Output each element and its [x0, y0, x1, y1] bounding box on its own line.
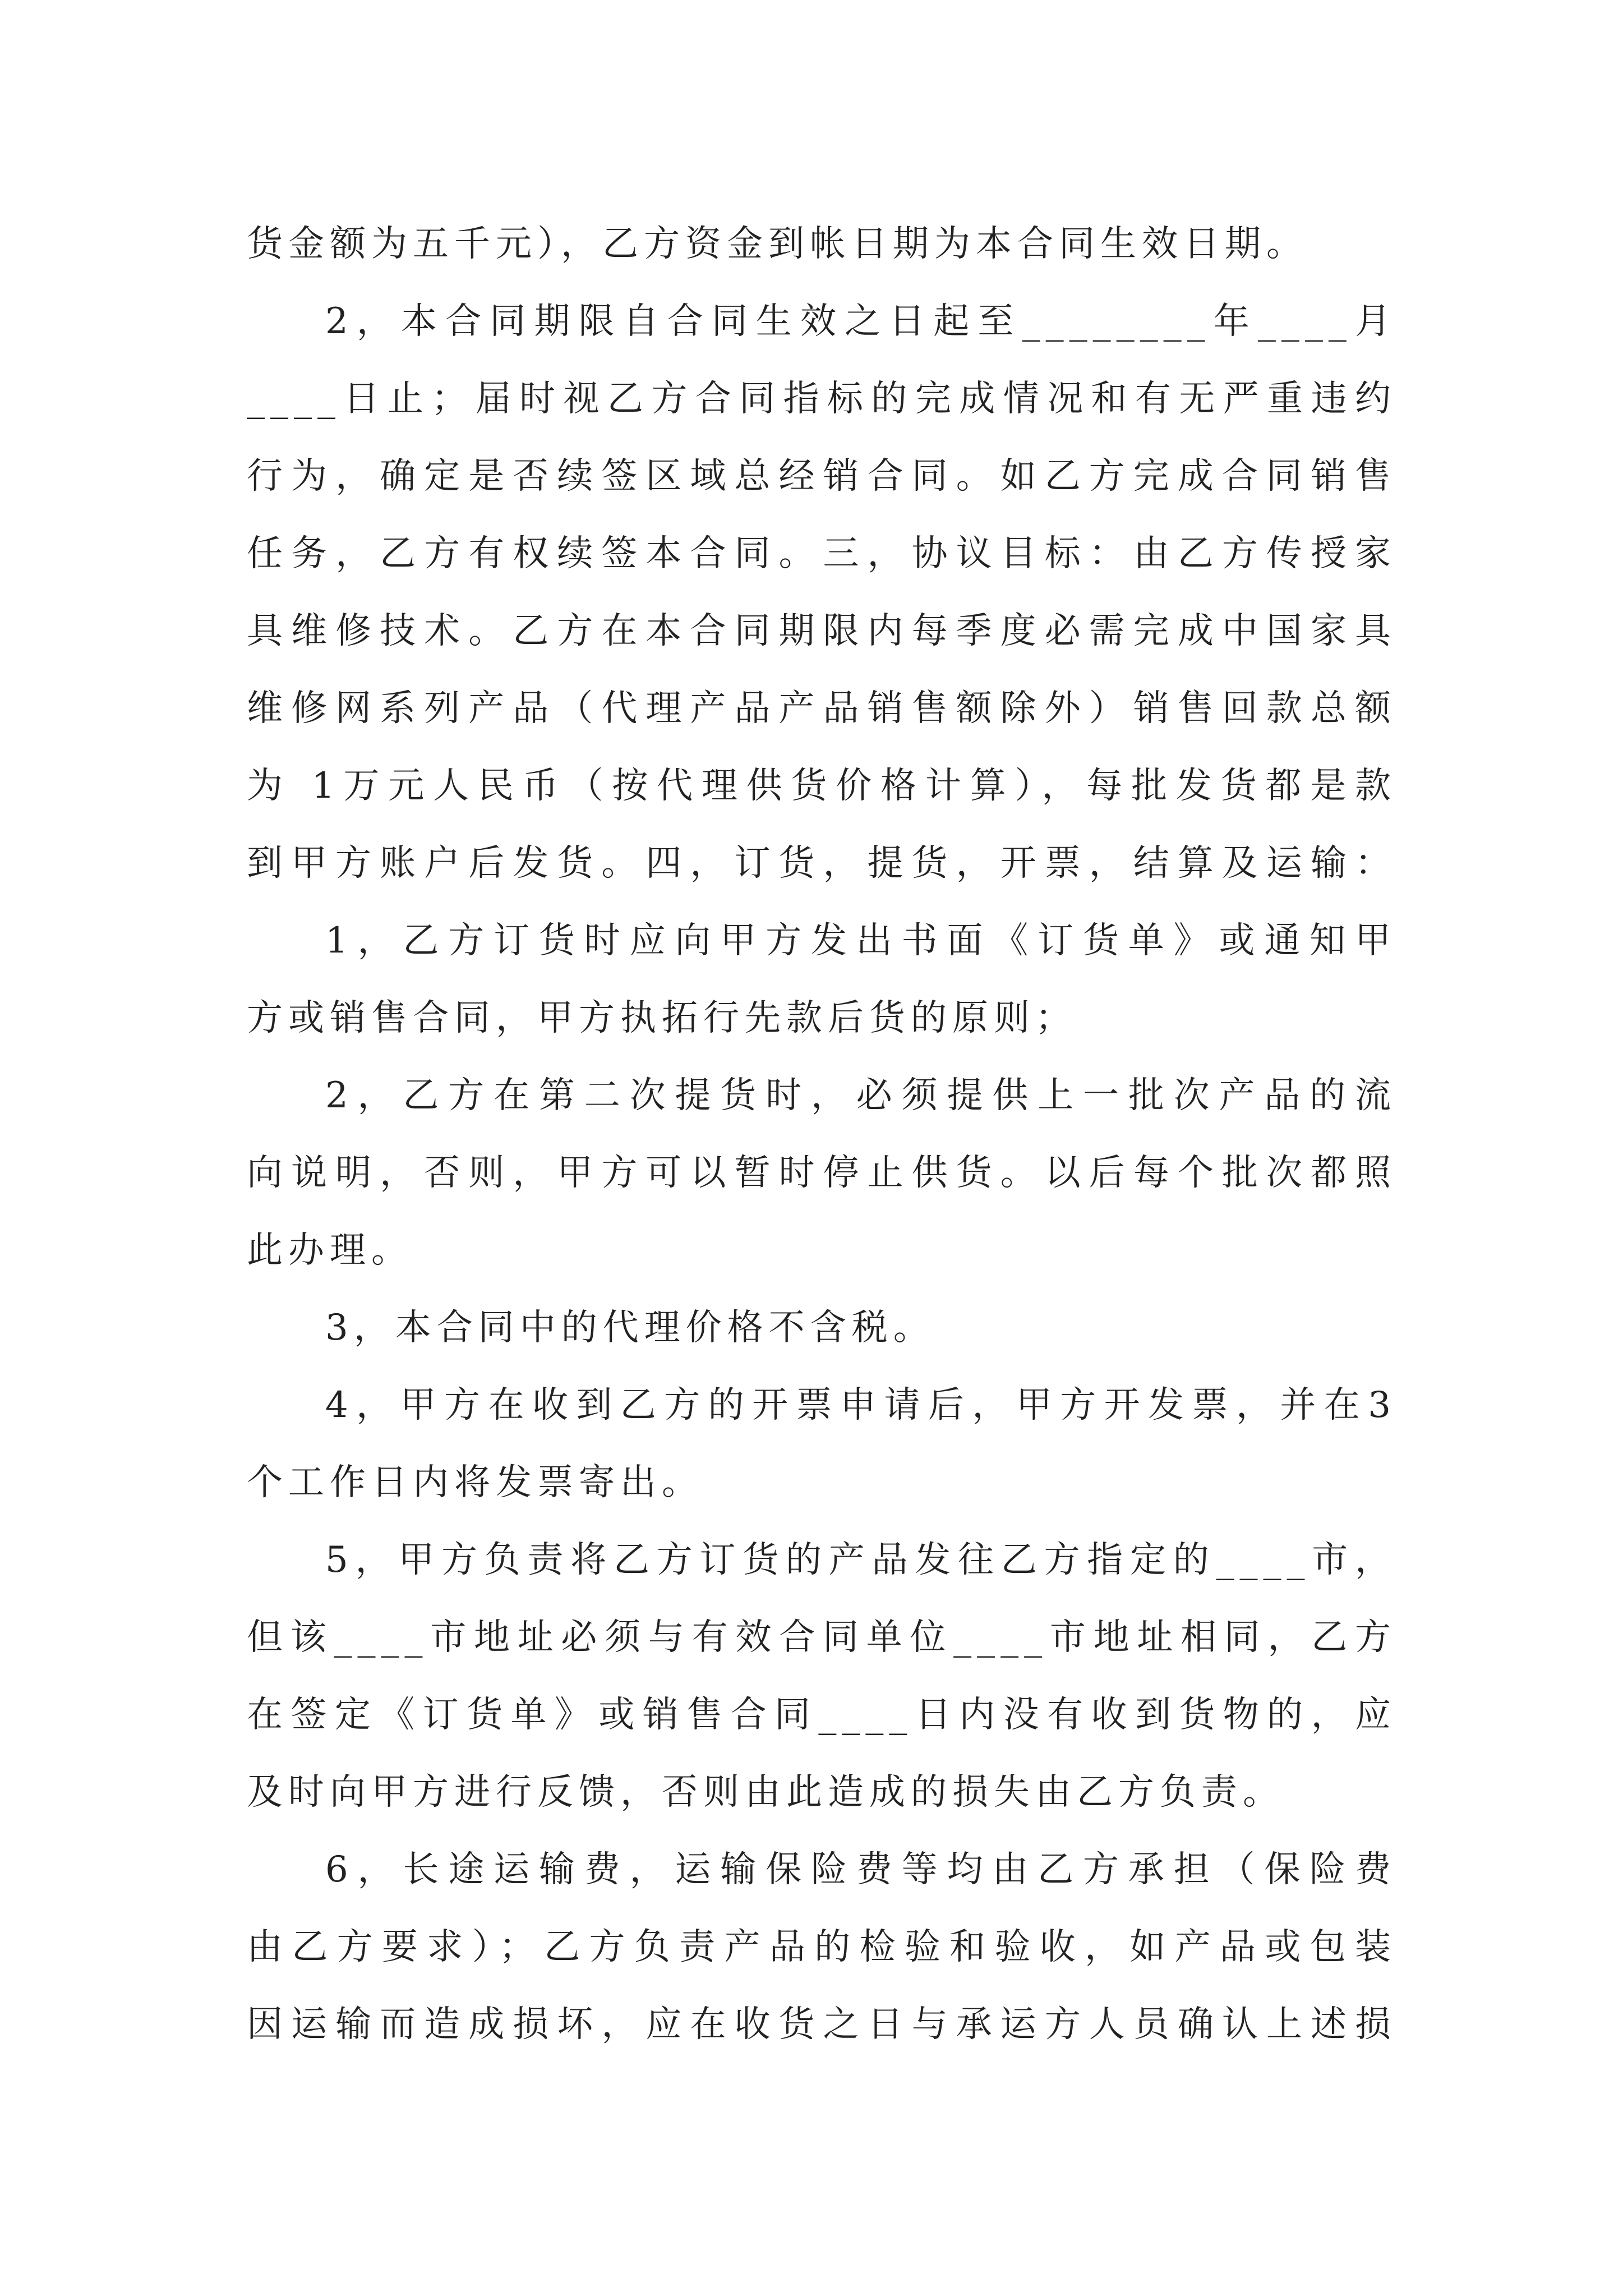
- text-line: 到甲方账户后发货。四，订货，提货，开票，结算及运输：: [247, 843, 1396, 884]
- text-line: 此办理。: [247, 1230, 413, 1271]
- text-line: 方或销售合同，甲方执拓行先款后货的原则；: [247, 997, 1077, 1039]
- text-line: 4，甲方在收到乙方的开票申请后，甲方开发票，并在3: [325, 1384, 1396, 1426]
- text-line: 为 1万元人民币（按代理供货价格计算），每批发货都是款: [247, 765, 1396, 807]
- text-line: 5，甲方负责将乙方订货的产品发往乙方指定的____市，: [325, 1539, 1396, 1581]
- text-line: 及时向甲方进行反馈，否则由此造成的损失由乙方负责。: [247, 1772, 1284, 1813]
- text-line: 向说明，否则，甲方可以暂时停止供货。以后每个批次都照: [247, 1152, 1396, 1194]
- text-line: 维修网系列产品（代理产品产品销售额除外）销售回款总额: [247, 688, 1396, 729]
- text-line: 3，本合同中的代理价格不含税。: [325, 1307, 935, 1349]
- text-line: 1，乙方订货时应向甲方发出书面《订货单》或通知甲: [325, 920, 1396, 961]
- text-line: 货金额为五千元），乙方资金到帐日期为本合同生效日期。: [247, 223, 1308, 265]
- text-line: 任务，乙方有权续签本合同。三，协议目标：由乙方传授家: [247, 533, 1396, 574]
- text-line: 但该____市地址必须与有效合同单位____市地址相同，乙方: [247, 1617, 1396, 1658]
- text-line: 个工作日内将发票寄出。: [247, 1462, 703, 1503]
- text-line: ____日止；届时视乙方合同指标的完成情况和有无严重违约: [247, 378, 1396, 420]
- text-line: 2，乙方在第二次提货时，必须提供上一批次产品的流: [325, 1075, 1396, 1116]
- text-line: 2，本合同期限自合同生效之日起至________年____月: [325, 301, 1396, 342]
- text-line: 行为，确定是否续签区域总经销合同。如乙方完成合同销售: [247, 455, 1396, 497]
- text-line: 6，长途运输费，运输保险费等均由乙方承担（保险费: [325, 1849, 1396, 1890]
- text-line: 具维修技术。乙方在本合同期限内每季度必需完成中国家具: [247, 610, 1396, 652]
- text-line: 因运输而造成损坏，应在收货之日与承运方人员确认上述损: [247, 2004, 1396, 2045]
- text-line: 在签定《订货单》或销售合同____日内没有收到货物的，应: [247, 1694, 1396, 1736]
- text-line: 由乙方要求）；乙方负责产品的检验和验收，如产品或包装: [247, 1926, 1396, 1968]
